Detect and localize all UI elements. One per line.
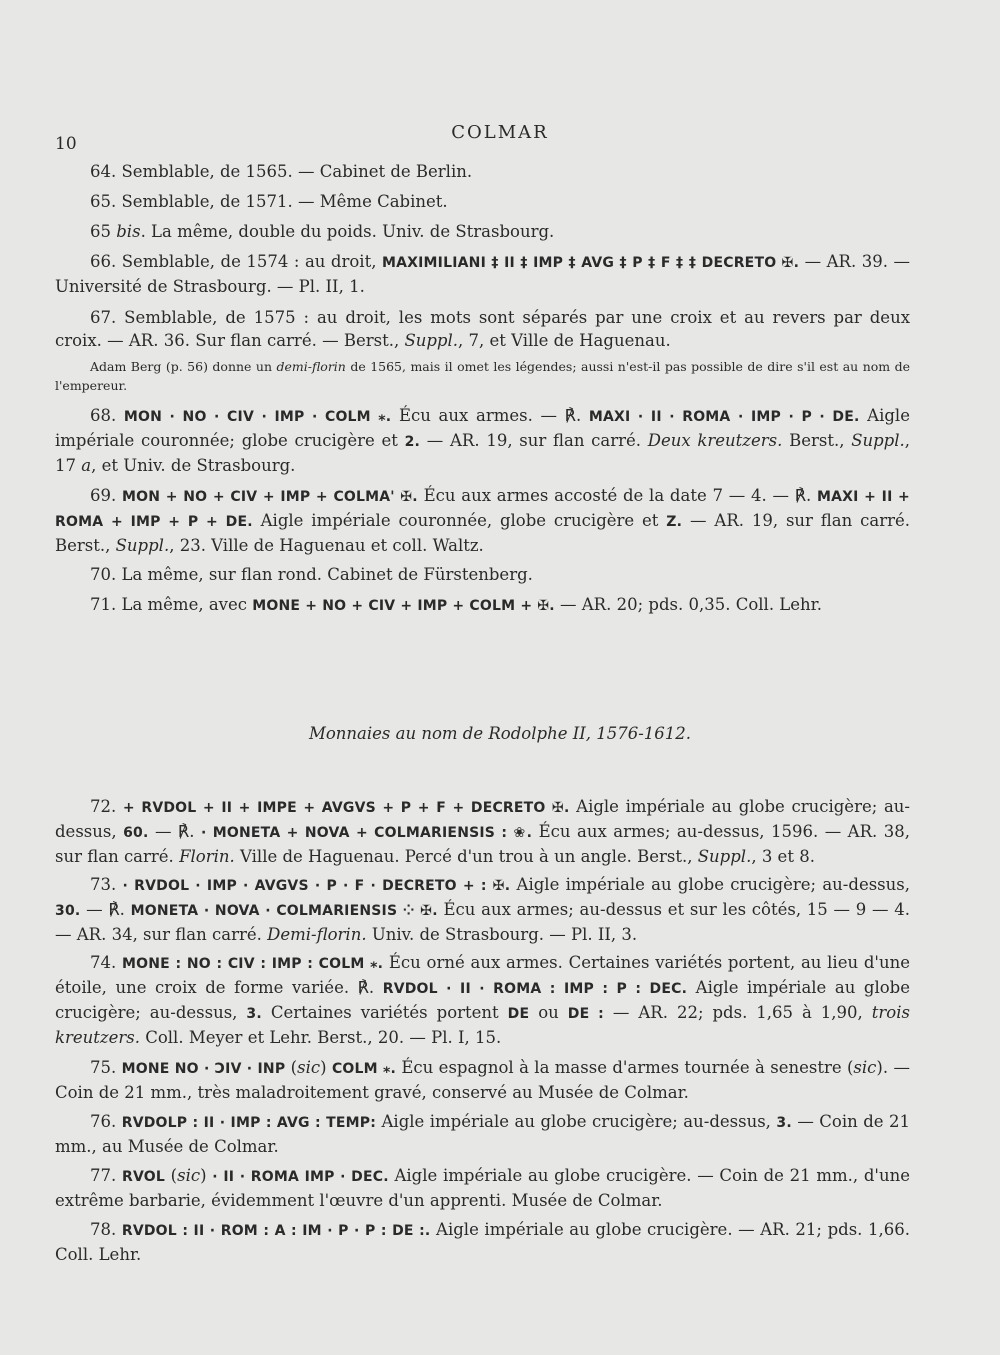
italic-text: Suppl. bbox=[404, 331, 459, 350]
entry-76 bbox=[55, 1110, 910, 1158]
entry-text: Aigle impériale au globe crucigère. — Coin de 21 mm., d'une extrême barbarie, évidemment l'œuvre d'un apprenti. Musée de Colmar. bbox=[55, 1166, 910, 1210]
entry-text: , 23. Ville de Haguenau et coll. Waltz. bbox=[169, 536, 484, 555]
italic-text: sic bbox=[297, 1058, 321, 1077]
italic-text: sic bbox=[177, 1166, 201, 1185]
entry-text: Aigle impériale au globe crucigère; au-dessus, bbox=[55, 978, 910, 1022]
entry-text: Aigle impériale au globe crucigère. — AR. 21; pds. 1,66. Coll. Lehr. bbox=[55, 1220, 910, 1264]
entry-text: , et Univ. de Strasbourg. bbox=[91, 456, 296, 475]
entry-text: 66. Semblable, de 1574 : au droit, bbox=[90, 252, 382, 271]
entry-text: Aigle impériale couronnée, globe crucigère et bbox=[252, 511, 667, 530]
entry-text: Écu aux armes; au-dessus et sur les côtés, 15 — 9 — 4. — AR. 34, sur flan carré. bbox=[55, 900, 910, 944]
italic-text: Suppl. bbox=[851, 431, 905, 450]
legend-text: · MONETA + NOVA + COLMARIENSIS : ❀. bbox=[200, 825, 533, 841]
entry-78 bbox=[55, 1218, 910, 1266]
page-number: 10 bbox=[55, 134, 77, 154]
entry-text: — AR. 19, sur flan carré. Berst., bbox=[55, 511, 910, 555]
entry-text: — AR. 20; pds. 0,35. Coll. Lehr. bbox=[554, 595, 822, 614]
entry-69 bbox=[55, 484, 910, 557]
entry-text: ) bbox=[320, 1058, 332, 1077]
entry-text: 76. bbox=[90, 1112, 122, 1131]
legend-text: MONE : NO : CIV : IMP : COLM ⁎. bbox=[122, 956, 384, 972]
italic-text: Deux kreutzers. bbox=[647, 431, 783, 450]
entry-text: 78. bbox=[90, 1220, 122, 1239]
entry-text: 64. Semblable, de 1565. — Cabinet de Berlin. bbox=[90, 162, 473, 181]
entry-text: 71. La même, avec bbox=[90, 595, 253, 614]
legend-text: 30. bbox=[55, 903, 81, 919]
entry-text: Adam Berg (p. 56) donne un bbox=[90, 359, 277, 374]
entry-70 bbox=[55, 563, 910, 586]
entry-65bis bbox=[55, 220, 910, 243]
entry-text: Écu espagnol à la masse d'armes tournée à senestre ( bbox=[396, 1058, 854, 1077]
entry-68 bbox=[55, 404, 910, 477]
running-head: COLMAR bbox=[451, 122, 549, 143]
entry-text: , 7, et Ville de Haguenau. bbox=[458, 331, 671, 350]
legend-text: RVDOLP : II · IMP : AVG : TEMP: bbox=[121, 1115, 377, 1131]
legend-text: · RVDOL · IMP · AVGVS · P · F · DECRETO + : ✠. bbox=[122, 878, 511, 894]
entry-text: Aigle impériale au globe crucigère; au-dessus, bbox=[376, 1112, 777, 1131]
entry-text: Écu aux armes accosté de la date 7 — 4. — ℟. bbox=[417, 486, 817, 505]
section-heading: Monnaies au nom de Rodolphe II, 1576-1612. bbox=[308, 724, 692, 743]
entry-text: — Coin de 21 mm., au Musée de Colmar. bbox=[55, 1112, 910, 1156]
entry-66 bbox=[55, 250, 910, 298]
entry-text: , 17 bbox=[55, 431, 911, 475]
entry-73 bbox=[55, 873, 910, 946]
entry-text: — ℟. bbox=[80, 900, 131, 919]
italic-text: Suppl. bbox=[697, 847, 752, 866]
entry-text: — AR. 19, sur flan carré. bbox=[420, 431, 648, 450]
entry-text: ( bbox=[164, 1166, 178, 1185]
entry-77 bbox=[55, 1164, 910, 1212]
footnote-adam-berg bbox=[55, 357, 910, 395]
entry-text: Écu orné aux armes. Certaines variétés portent, au lieu d'une étoile, une croix de forme variée. ℟. bbox=[55, 953, 910, 997]
entry-text: Ville de Haguenau. Percé d'un trou à un angle. Berst., bbox=[234, 847, 698, 866]
legend-text: 3. bbox=[776, 1115, 792, 1131]
legend-text: DE : bbox=[567, 1006, 604, 1022]
legend-text: 2. bbox=[404, 434, 421, 450]
entry-text: ). — Coin de 21 mm., très maladroitement gravé, conservé au Musée de Colmar. bbox=[55, 1058, 910, 1102]
entry-text: — ℟. bbox=[148, 822, 201, 841]
legend-text: 60. bbox=[123, 825, 149, 841]
legend-text: RVDOL · II · ROMA : IMP : P : DEC. bbox=[382, 981, 688, 997]
entry-text: 75. bbox=[90, 1058, 122, 1077]
entry-text: Berst., bbox=[782, 431, 852, 450]
legend-text: MON · NO · CIV · IMP · COLM ⁎. bbox=[123, 409, 392, 425]
italic-text: sic bbox=[853, 1058, 877, 1077]
entry-text: 68. bbox=[90, 406, 124, 425]
legend-text: MON + NO + CIV + IMP + COLMA' ✠. bbox=[122, 489, 418, 505]
legend-text: MONE + NO + CIV + IMP + COLM + ✠. bbox=[252, 598, 555, 614]
entry-text: 74. bbox=[90, 953, 122, 972]
legend-text: COLM ⁎. bbox=[331, 1061, 397, 1077]
legend-text: MAXI + II + ROMA + IMP + P + DE. bbox=[55, 489, 910, 530]
italic-text: bis bbox=[116, 222, 141, 241]
entry-text: 72. bbox=[90, 797, 123, 816]
entry-text: Univ. de Strasbourg. — Pl. II, 3. bbox=[366, 925, 638, 944]
legend-text: MONETA · NOVA · COLMARIENSIS ⁘ ✠. bbox=[130, 903, 438, 919]
italic-text: Florin. bbox=[179, 847, 235, 866]
entry-71 bbox=[55, 593, 910, 618]
entry-text: — AR. 22; pds. 1,65 à 1,90, bbox=[603, 1003, 872, 1022]
entry-text: 67. Semblable, de 1575 : au droit, les mots sont séparés par une croix et au revers par deux croix. — AR. 36. Sur flan carré. — Berst., bbox=[55, 308, 910, 350]
entry-72 bbox=[55, 795, 910, 868]
legend-text: RVOL bbox=[121, 1169, 165, 1185]
entry-74 bbox=[55, 951, 910, 1049]
entry-67 bbox=[55, 306, 910, 352]
entry-text: Certaines variétés portent bbox=[261, 1003, 508, 1022]
entry-text: . La même, double du poids. Univ. de Strasbourg. bbox=[140, 222, 555, 241]
italic-text: Demi-florin. bbox=[267, 925, 367, 944]
legend-text: + RVDOL + II + IMPE + AVGVS + P + F + DECRETO ✠. bbox=[122, 800, 570, 816]
entry-text: Aigle impériale au globe crucigère; au-dessus, bbox=[510, 875, 910, 894]
entry-text: de 1565, mais il omet les légendes; aussi n'est-il pas possible de dire s'il est au nom de l'empereur. bbox=[55, 359, 910, 393]
entry-text: 77. bbox=[90, 1166, 122, 1185]
entry-text: Écu aux armes; au-dessus, 1596. — AR. 38, sur flan carré. bbox=[55, 822, 910, 866]
entry-75 bbox=[55, 1056, 910, 1104]
entry-65 bbox=[55, 190, 910, 213]
entry-text: 73. bbox=[90, 875, 123, 894]
italic-text: Suppl. bbox=[115, 536, 170, 555]
entry-text: ( bbox=[285, 1058, 298, 1077]
legend-text: RVDOL : II · ROM : A : IM · P · P : DE :. bbox=[121, 1223, 431, 1239]
entry-text: Écu aux armes. — ℟. bbox=[391, 406, 589, 425]
italic-text: demi-florin bbox=[276, 359, 346, 374]
entry-text: 65 bbox=[90, 222, 117, 241]
entry-text: Aigle impériale couronnée; globe crucigère et bbox=[55, 406, 910, 450]
entry-text: Aigle impériale au globe crucigère; au-dessus, bbox=[55, 797, 910, 841]
entry-text: Coll. Meyer et Lehr. Berst., 20. — Pl. I, 15. bbox=[139, 1028, 502, 1047]
entry-text: , 3 et 8. bbox=[751, 847, 815, 866]
legend-text: Z. bbox=[666, 514, 683, 530]
entry-64 bbox=[55, 160, 910, 183]
entry-text: 69. bbox=[90, 486, 122, 505]
legend-text: MONE NO · ƆIV · INP bbox=[121, 1061, 286, 1077]
entry-text: 65. Semblable, de 1571. — Même Cabinet. bbox=[90, 192, 448, 211]
legend-text: · II · ROMA IMP · DEC. bbox=[212, 1169, 389, 1185]
italic-text: trois kreutzers. bbox=[55, 1003, 910, 1047]
legend-text: MAXIMILIANI ‡ II ‡ IMP ‡ AVG ‡ P ‡ F ‡ ‡ DECRETO ✠. bbox=[381, 255, 800, 271]
entry-text: 70. La même, sur flan rond. Cabinet de Fürstenberg. bbox=[90, 565, 533, 584]
italic-text: a bbox=[81, 456, 92, 475]
entry-text: ) bbox=[200, 1166, 213, 1185]
entry-text: — AR. 39. — Université de Strasbourg. — Pl. II, 1. bbox=[55, 252, 910, 296]
entry-text: ou bbox=[529, 1003, 568, 1022]
legend-text: MAXI · II · ROMA · IMP · P · DE. bbox=[588, 409, 860, 425]
legend-text: DE bbox=[507, 1006, 530, 1022]
legend-text: 3. bbox=[246, 1006, 262, 1022]
